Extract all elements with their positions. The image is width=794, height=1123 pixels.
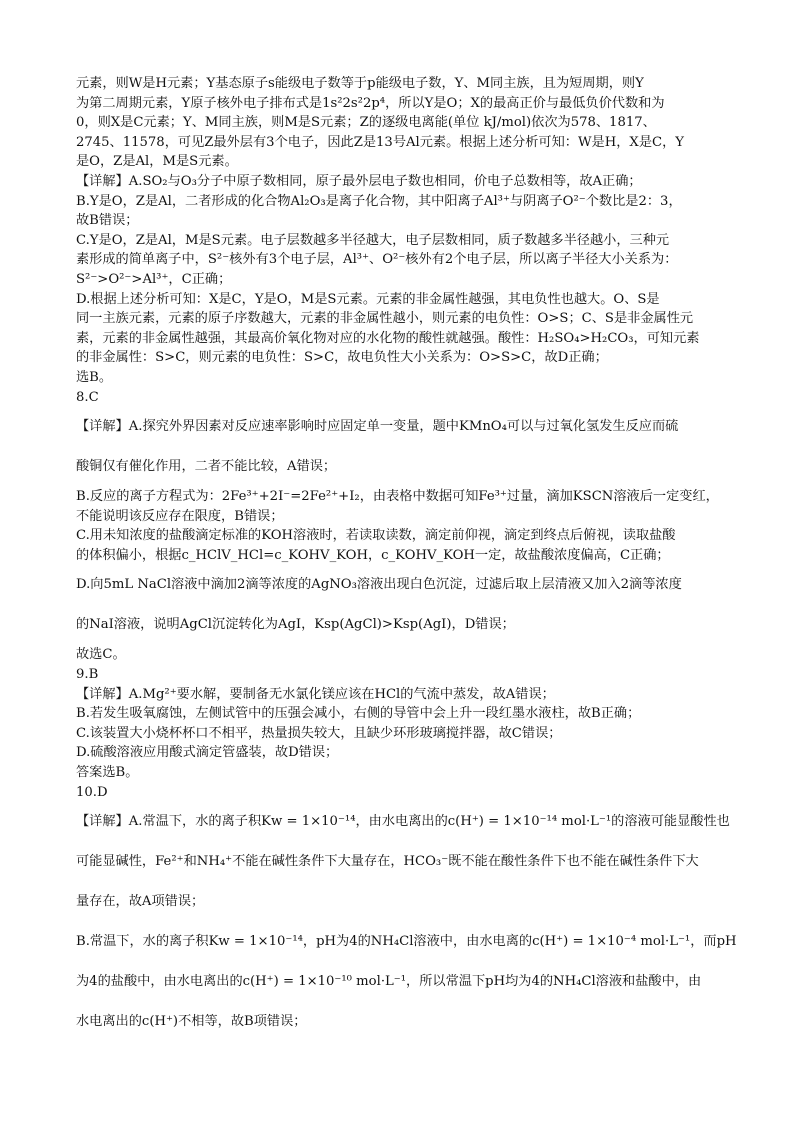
text-line: 的体积偏小，根据c_HClV_HCl=c_KOHV_KOH，c_KOHV_KOH一定，故盐酸浓度偏高，C正确； xyxy=(76,547,670,563)
document-body xyxy=(76,74,740,1042)
text-line: 不能说明该反应存在限度，B错误； xyxy=(76,508,284,524)
text-line: S²⁻>O²⁻>Al³⁺，C正确； xyxy=(76,271,232,287)
text-line: C.Y是O，Z是Al，M是S元素。电子层数越多半径越大，电子层数相同，质子数越多半径越小，三种元 xyxy=(76,232,670,248)
text-line: 量存在，故A项错误； xyxy=(76,894,205,910)
text-line: 元素，则W是H元素；Y基态原子s能级电子数等于p能级电子数，Y、M同主族，且为短周期，则Y xyxy=(76,76,644,91)
text-line: 水电离出的c(H⁺)不相等，故B项错误； xyxy=(76,1014,307,1030)
text-line: 【详解】A.常温下，水的离子积Kw = 1×10⁻¹⁴，由水电离出的c(H⁺) = 1×10⁻¹⁴ mol·L⁻¹的溶液可能显酸性也 xyxy=(76,814,730,830)
text-line: 为4的盐酸中，由水电离出的c(H⁺) = 1×10⁻¹⁰ mol·L⁻¹，所以常温下pH均为4的NH₄Cl溶液和盐酸中，由 xyxy=(76,974,702,990)
text-line: 同一主族元素，元素的原子序数越大，元素的非金属性越小，则元素的电负性：O>S；C、S是非金属性元 xyxy=(76,311,694,327)
text-line: D.向5mL NaCl溶液中滴加2滴等浓度的AgNO₃溶液出现白色沉淀，过滤后取上层清液又加入2滴等浓度 xyxy=(76,577,682,593)
text-line: D.硫酸溶液应用酸式滴定管盛装，故D错误； xyxy=(76,745,339,761)
text-line: D.根据上述分析可知：X是C，Y是O，M是S元素。元素的非金属性越强，其电负性也越大。O、S是 xyxy=(76,291,660,307)
text-line: C.该装置大小烧杯杯口不相平，热量损失较大，且缺少环形玻璃搅拌器，故C错误； xyxy=(76,725,562,741)
text-line: 选B。 xyxy=(76,369,113,385)
text-line: 【详解】A.探究外界因素对反应速率影响时应固定单一变量，题中KMnO₄可以与过氧化氢发生反应而硫 xyxy=(76,419,679,435)
text-line: 素，元素的非金属性越强，其最高价氧化物对应的水化物的酸性就越强。酸性：H₂SO₄>H₂CO₃，可知元素 xyxy=(76,330,700,346)
text-line: 酸铜仅有催化作用，二者不能比较，A错误； xyxy=(76,459,337,475)
text-line: B.常温下，水的离子积Kw = 1×10⁻¹⁴，pH为4的NH₄Cl溶液中，由水电离的c(H⁺) = 1×10⁻⁴ mol·L⁻¹，而pH xyxy=(76,934,737,950)
text-line: 故选C。 xyxy=(76,647,126,663)
text-line: B.若发生吸氧腐蚀，左侧试管中的压强会减小，右侧的导管中会上升一段红墨水液柱，故B正确； xyxy=(76,706,641,722)
text-line: 的NaI溶液，说明AgCl沉淀转化为AgI，Ksp(AgCl)>Ksp(AgI)，D错误； xyxy=(76,617,515,633)
text-line: 10.D xyxy=(76,784,108,800)
text-line: 9.B xyxy=(76,667,99,683)
text-line: 素形成的简单离子中，S²⁻核外有3个电子层，Al³⁺、O²⁻核外有2个电子层，所以离子半径大小关系为： xyxy=(76,252,678,268)
text-line: 故B错误； xyxy=(76,213,139,229)
text-line: 答案选B。 xyxy=(76,765,139,781)
text-line: 2745、11578，可见Z最外层有3个电子，因此Z是13号Al元素。根据上述分析可知：W是H，X是C，Y xyxy=(76,134,684,150)
text-line: 为第二周期元素，Y原子核外电子排布式是1s²2s²2p⁴，所以Y是O；X的最高正价与最低负价代数和为 xyxy=(76,95,665,111)
text-line: 【详解】A.SO₂与O₃分子中原子数相同，原子最外层电子数也相同，价电子总数相等，故A正确； xyxy=(76,173,642,189)
text-line: 可能显碱性，Fe²⁺和NH₄⁺不能在碱性条件下大量存在，HCO₃⁻既不能在酸性条件下也不能在碱性条件下大 xyxy=(76,854,699,870)
text-line: C.用未知浓度的盐酸滴定标准的KOH溶液时，若读取读数，滴定前仰视，滴定到终点后俯视，读取盐酸 xyxy=(76,528,676,544)
text-line: 是O，Z是Al，M是S元素。 xyxy=(76,154,238,170)
text-line: 8.C xyxy=(76,389,99,405)
text-line: 【详解】A.Mg²⁺要水解，要制备无水氯化镁应该在HCl的气流中蒸发，故A错误； xyxy=(76,686,555,702)
text-line: B.反应的离子方程式为：2Fe³⁺+2I⁻=2Fe²⁺+I₂，由表格中数据可知Fe³⁺过量，滴加KSCN溶液后一定变红， xyxy=(76,489,719,505)
text-line: 的非金属性：S>C，则元素的电负性：S>C，故电负性大小关系为：O>S>C，故D正确； xyxy=(76,350,608,366)
text-line: 0，则X是C元素；Y、M同主族，则M是S元素；Z的逐级电离能(单位 kJ/mol)依次为578、1817、 xyxy=(76,115,656,131)
text-line: B.Y是O，Z是Al，二者形成的化合物Al₂O₃是离子化合物，其中阳离子Al³⁺与阴离子O²⁻个数比是2：3， xyxy=(76,193,682,209)
